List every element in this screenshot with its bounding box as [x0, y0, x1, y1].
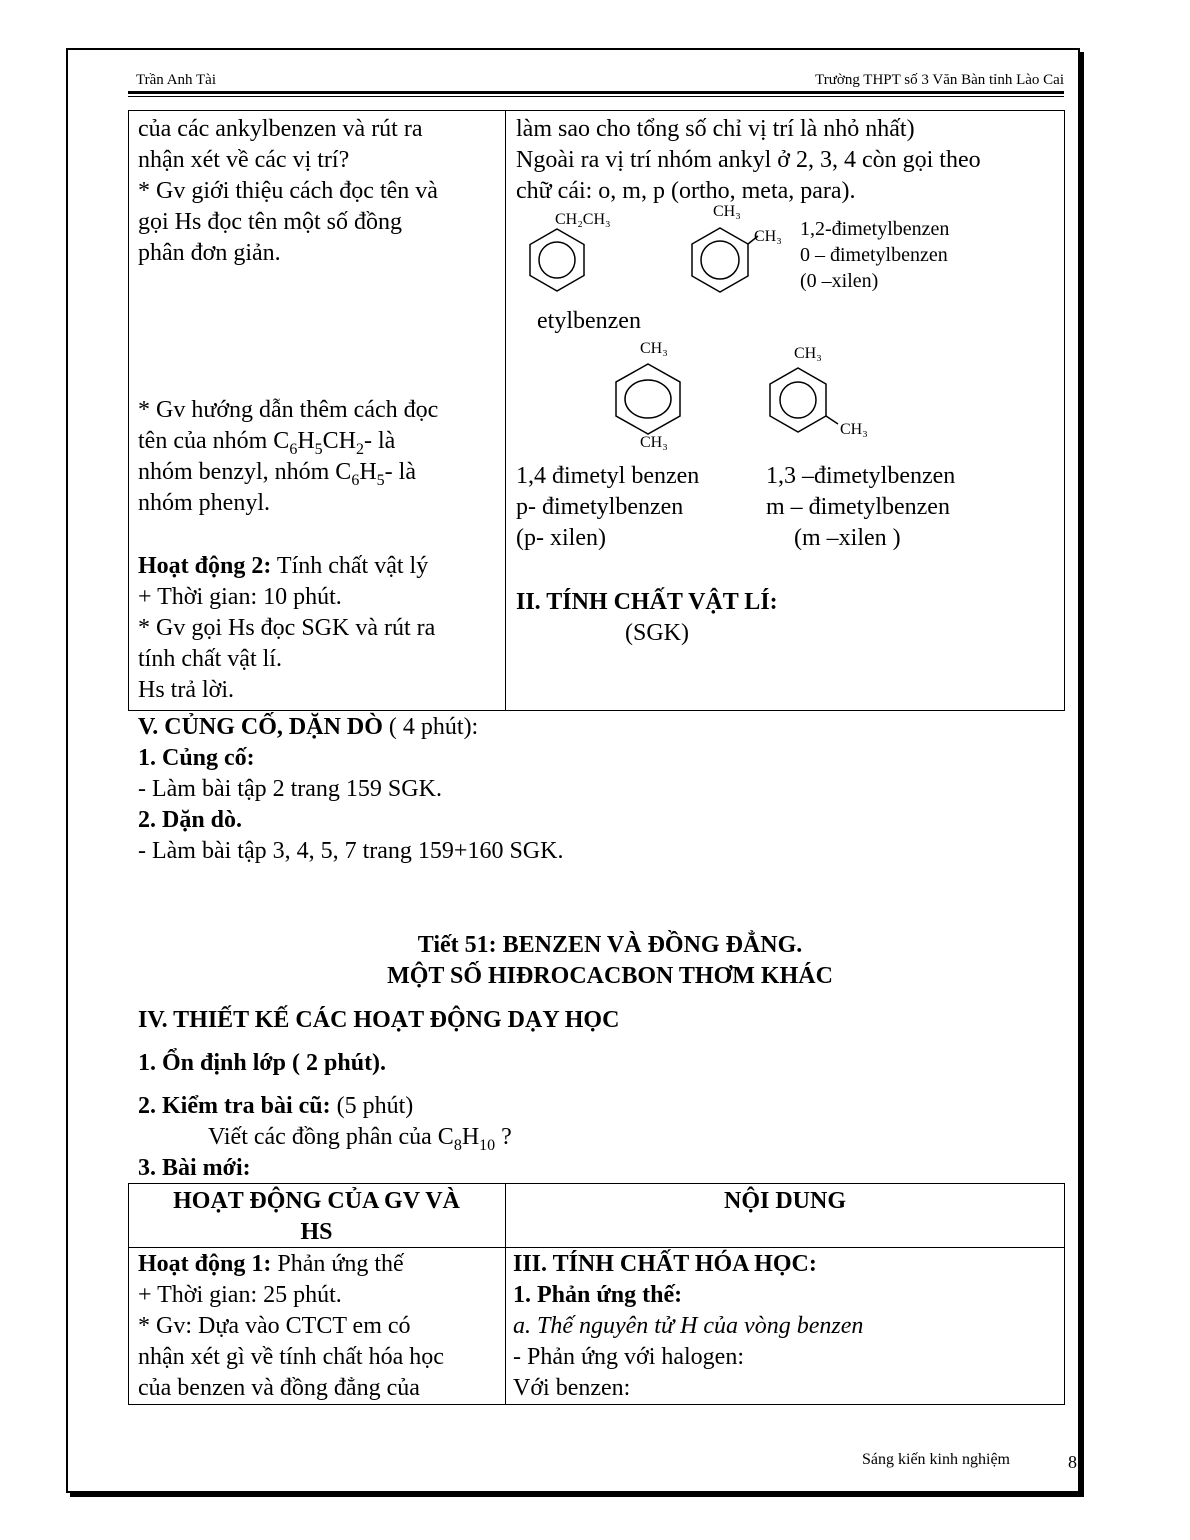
subsection-substitution: 1. Phản ứng thế: [513, 1282, 683, 1308]
cungco-heading: 1. Củng cố: [138, 745, 255, 771]
left-text-line: * Gv: Dựa vào CTCT em có [138, 1313, 411, 1339]
right-text-line: chữ cái: o, m, p (ortho, meta, para). [516, 178, 856, 204]
left-text-line: phân đơn giản. [138, 240, 281, 266]
danDo-heading: 2. Dặn dò. [138, 807, 243, 833]
header-school: Trường THPT số 3 Văn Bàn tỉnh Lào Cai [815, 72, 1064, 88]
step-old-lesson-check: 2. Kiểm tra bài cũ: (5 phút) [138, 1093, 414, 1119]
ortho-name-3: (0 –xilen) [800, 270, 879, 292]
lesson-subtitle: MỘT SỐ HIĐROCACBON THƠM KHÁC [387, 963, 833, 989]
para-name-1: 1,4 đimetyl benzen [516, 463, 700, 489]
left-text-line: nhóm phenyl. [138, 490, 270, 516]
left-text-line: nhận xét về các vị trí? [138, 147, 350, 173]
ethylbenzene-structure [520, 225, 600, 305]
activity-1-title: Hoạt động 1: Phản ứng thế [138, 1251, 404, 1277]
para-name-2: p- đimetylbenzen [516, 494, 684, 520]
left-text-line: + Thời gian: 25 phút. [138, 1282, 342, 1308]
left-text-line: của các ankylbenzen và rút ra [138, 116, 423, 142]
table-1-divider [505, 110, 506, 711]
step-class-setup: 1. Ổn định lớp ( 2 phút). [138, 1050, 387, 1076]
para-ch3-bottom-label: CH₃ [640, 434, 668, 451]
section-physical-properties-ref: (SGK) [625, 620, 689, 646]
footer-label: Sáng kiến kinh nghiệm [862, 1451, 1010, 1468]
section-physical-properties: II. TÍNH CHẤT VẬT LÍ: [516, 589, 778, 615]
para-ch3-top-label: CH₃ [640, 340, 668, 357]
cungco-title: V. CỦNG CỐ, DẶN DÒ ( 4 phút): [138, 714, 479, 740]
right-text-line: làm sao cho tổng số chỉ vị trí là nhỏ nhất) [516, 116, 915, 142]
meta-ch3-top-label: CH₃ [794, 345, 822, 362]
benzyl-formula-line: tên của nhóm $C_6H_5CH_2-$ là [138, 428, 396, 458]
cungco-text: - Làm bài tập 2 trang 159 SGK. [138, 776, 442, 802]
lesson-title: Tiết 51: BENZEN VÀ ĐỒNG ĐẲNG. [417, 932, 803, 958]
phenyl-formula-line: nhóm benzyl, nhóm $C_6H_5-$ là [138, 459, 416, 489]
right-text-line: Ngoài ra vị trí nhóm ankyl ở 2, 3, 4 còn gọi theo [516, 147, 981, 173]
left-text-line: * Gv giới thiệu cách đọc tên và [138, 178, 438, 204]
left-text-line: Hs trả lời. [138, 677, 235, 703]
header-rule-thin [128, 96, 1064, 97]
ethylbenzene-name: etylbenzen [537, 308, 641, 334]
ortho-ch3-top-label: CH₃ [713, 203, 741, 220]
table-2-header-left: HOẠT ĐỘNG CỦA GV VÀ [173, 1188, 460, 1214]
right-text-line: Với benzen: [513, 1375, 631, 1401]
left-text-line: gọi Hs đọc tên một số đồng [138, 209, 402, 235]
left-text-line: của benzen và đồng đẳng của [138, 1375, 420, 1401]
danDo-text: - Làm bài tập 3, 4, 5, 7 trang 159+160 SGK. [138, 838, 564, 864]
ethyl-substituent-label: CH₂CH₃ [555, 211, 611, 228]
para-name-3: (p- xilen) [516, 525, 606, 551]
meta-ch3-side-label: CH₃ [840, 421, 868, 438]
meta-name-3: (m –xilen ) [794, 525, 901, 551]
left-text-line: + Thời gian: 10 phút. [138, 584, 342, 610]
right-text-line: - Phản ứng với halogen: [513, 1344, 744, 1370]
header-author: Trần Anh Tài [136, 72, 217, 88]
page-number: 8 [1068, 1452, 1077, 1472]
section-activities-design: IV. THIẾT KẾ CÁC HOẠT ĐỘNG DẠY HỌC [138, 1007, 620, 1033]
left-text-line: tính chất vật lí. [138, 646, 282, 672]
table-2-header-right: NỘI DUNG [723, 1188, 846, 1214]
ortho-name-2: 0 – đimetylbenzen [800, 244, 948, 266]
subsection-h-substitution: a. Thế nguyên tử H của vòng benzen [513, 1313, 864, 1339]
activity-2-title: Hoạt động 2: Tính chất vật lý [138, 553, 429, 579]
review-question: Viết các đồng phân của $C_8H_{10}$ ? [208, 1124, 512, 1154]
left-text-line: * Gv hướng dẫn thêm cách đọc [138, 397, 439, 423]
table-2-header-left-cont: HS [300, 1219, 333, 1245]
para-xylene-structure [608, 358, 688, 438]
meta-name-2: m – đimetylbenzen [766, 494, 950, 520]
ortho-name-1: 1,2-đimetylbenzen [800, 218, 950, 240]
left-text-line: nhận xét gì về tính chất hóa học [138, 1344, 444, 1370]
meta-name-1: 1,3 –đimetylbenzen [766, 463, 956, 489]
header-rule [128, 91, 1064, 94]
ortho-ch3-side-label: CH₃ [754, 228, 782, 245]
section-chemical-properties: III. TÍNH CHẤT HÓA HỌC: [513, 1251, 817, 1277]
left-text-line: * Gv gọi Hs đọc SGK và rút ra [138, 615, 436, 641]
step-new-lesson: 3. Bài mới: [138, 1155, 251, 1181]
